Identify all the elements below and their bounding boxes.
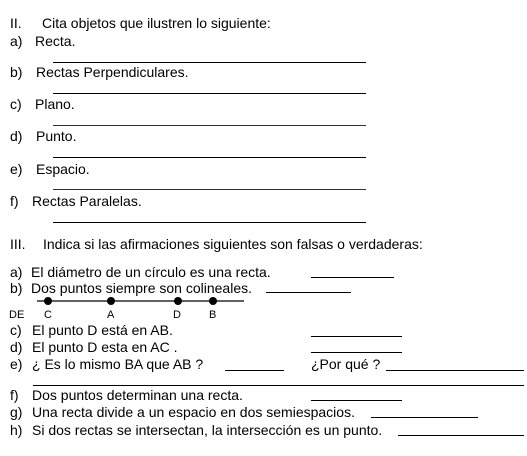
item-2c-letter: c) (10, 96, 22, 112)
item-3a-letter: a) (10, 264, 23, 280)
item-3d-text: El punto D esta en AC . (32, 339, 178, 355)
item-3g-text: Una recta divide a un espacio en dos semiespacios. (32, 404, 355, 420)
why-label: ¿Por qué ? (311, 356, 381, 372)
de-label: DE (9, 309, 25, 321)
answer-line-3g[interactable] (371, 417, 478, 418)
point-d-label: D (173, 309, 181, 321)
item-3e-text: ¿ Es lo mismo BA que AB ? (32, 356, 204, 372)
item-2b-text: Rectas Perpendiculares. (36, 64, 189, 80)
item-2f-letter: f) (10, 193, 19, 209)
item-3g-letter: g) (10, 404, 23, 420)
item-2d-text: Punto. (36, 128, 77, 144)
section-2-heading: Cita objetos que ilustren lo siguiente: (42, 15, 271, 31)
answer-line-3d[interactable] (311, 352, 402, 353)
item-2a-letter: a) (10, 33, 23, 49)
item-2d-letter: d) (10, 128, 23, 144)
item-2c-text: Plano. (35, 96, 75, 112)
answer-line-3c[interactable] (311, 336, 402, 337)
item-3b-letter: b) (10, 280, 23, 296)
item-2e-letter: e) (10, 161, 23, 177)
point-c-label: C (44, 309, 52, 321)
item-2a-text: Recta. (35, 33, 76, 49)
section-3-number: III. (10, 236, 26, 252)
point-d-dot (174, 297, 182, 305)
point-a-dot (107, 297, 115, 305)
answer-line-3h[interactable] (398, 435, 524, 436)
point-a-label: A (107, 309, 115, 321)
item-3a-text: El diámetro de un círculo es una recta. (31, 264, 271, 280)
point-c-dot (44, 297, 52, 305)
item-2e-text: Espacio. (36, 161, 90, 177)
section-3-heading: Indica si las afirmaciones siguientes son falsas o verdaderas: (43, 236, 423, 252)
item-3f-text: Dos puntos determinan una recta. (32, 387, 243, 403)
answer-line-3e-1[interactable] (225, 370, 284, 371)
item-3e-letter: e) (10, 356, 23, 372)
item-3c-letter: c) (10, 322, 22, 338)
item-2b-letter: b) (10, 64, 23, 80)
item-3c-text: El punto D está en AB. (32, 322, 173, 338)
point-b-label: B (209, 309, 217, 321)
answer-line-3e-3[interactable] (33, 385, 524, 386)
answer-line-3e-2[interactable] (386, 370, 524, 371)
item-3h-text: Si dos rectas se intersectan, la intersección es un punto. (32, 422, 383, 438)
item-3f-letter: f) (10, 387, 19, 403)
item-3h-letter: h) (10, 422, 23, 438)
item-2f-text: Rectas Paralelas. (32, 193, 142, 209)
section-2-number: II. (10, 15, 22, 31)
answer-line-3f[interactable] (311, 400, 402, 401)
point-b-dot (209, 297, 217, 305)
item-3b-text: Dos puntos siempre son colineales. (31, 280, 253, 296)
item-3d-letter: d) (10, 339, 23, 355)
